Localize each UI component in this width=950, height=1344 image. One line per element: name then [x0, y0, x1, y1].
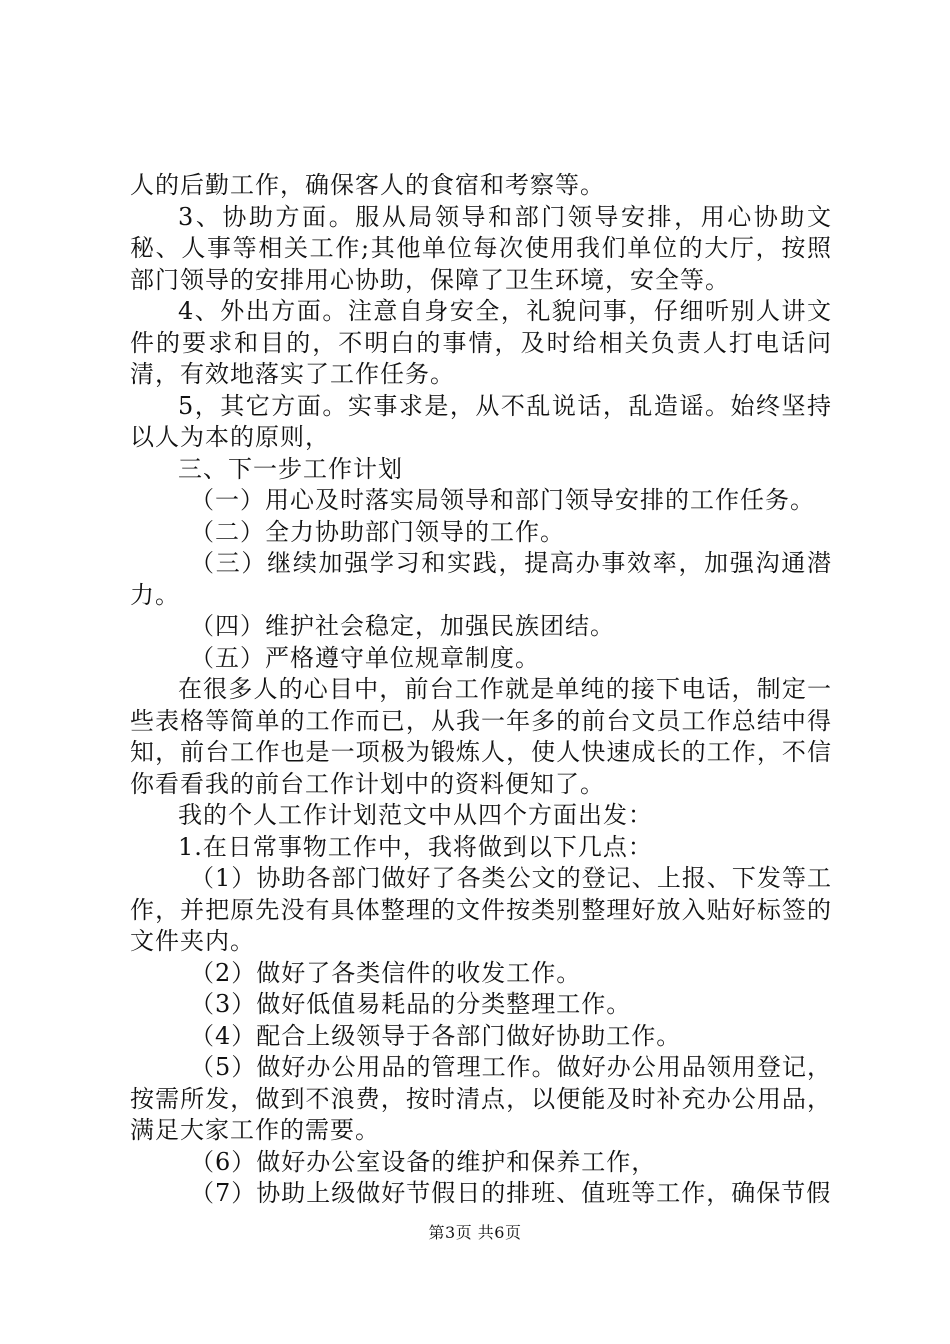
list-item: （1）协助各部门做好了各类公文的登记、上报、下发等工作，并把原先没有具体整理的文件按类别整理好放入贴好标签的文件夹内。: [130, 864, 832, 955]
paragraph: 1.在日常事物工作中，我将做到以下几点：: [178, 832, 653, 861]
page-footer: 第3页 共6页: [428, 1223, 522, 1242]
list-item: （三）继续加强学习和实践，提高办事效率，加强沟通潜力。: [130, 549, 832, 609]
list-item: （6）做好办公室设备的维护和保养工作，: [190, 1147, 657, 1176]
section-heading: 三、下一步工作计划: [178, 454, 403, 483]
paragraph: 5，其它方面。实事求是，从不乱说话，乱造谣。始终坚持以人为本的原则，: [130, 391, 832, 451]
paragraph: 4、外出方面。注意自身安全，礼貌问事，仔细听别人讲文件的要求和目的，不明白的事情，及时给相关负责人打电话问清，有效地落实了工作任务。: [130, 297, 832, 388]
paragraph: 在很多人的心目中，前台工作就是单纯的接下电话，制定一些表格等简单的工作而已，从我一年多的前台文员工作总结中得知，前台工作也是一项极为锻炼人，使人快速成长的工作，不信你看看我的前台工作计划中的资料便知了。: [130, 675, 832, 798]
paragraph: 我的个人工作计划范文中从四个方面出发：: [178, 801, 653, 829]
list-item: （2）做好了各类信件的收发工作。: [190, 958, 582, 987]
list-item: （五）严格遵守单位规章制度。: [190, 643, 540, 672]
document-body: [130, 170, 832, 1210]
list-item: （7）协助上级做好节假日的排班、值班等工作，确保节假: [190, 1179, 832, 1207]
paragraph: 3、协助方面。服从局领导和部门领导安排，用心协助文秘、人事等相关工作;其他单位每次使用我们单位的大厅，按照部门领导的安排用心协助，保障了卫生环境，安全等。: [130, 202, 832, 294]
paragraph: 人的后勤工作，确保客人的食宿和考察等。: [130, 171, 605, 199]
list-item: （一）用心及时落实局领导和部门领导安排的工作任务。: [190, 486, 815, 514]
list-item: （5）做好办公用品的管理工作。做好办公用品领用登记，按需所发，做到不浪费，按时清点，以便能及时补充办公用品，满足大家工作的需要。: [130, 1053, 832, 1144]
list-item: （4）配合上级领导于各部门做好协助工作。: [190, 1021, 682, 1050]
list-item: （四）维护社会稳定，加强民族团结。: [190, 612, 615, 640]
list-item: （二）全力协助部门领导的工作。: [190, 517, 565, 546]
list-item: （3）做好低值易耗品的分类整理工作。: [190, 990, 632, 1018]
